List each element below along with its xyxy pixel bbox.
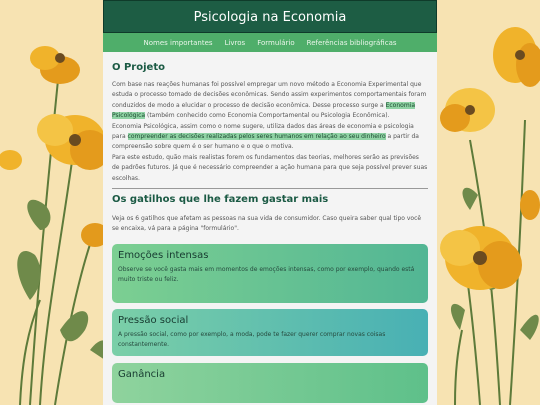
nav-item-formulario[interactable]: Formulário — [257, 38, 295, 47]
highlight-economia-psicologica: Economia Psicológica — [112, 101, 416, 120]
nav-item-nomes-importantes[interactable]: Nomes importantes — [143, 38, 213, 47]
card-text: Observe se você gasta mais em momentos de emoções intensas, como por exemplo, quando está muito triste ou feliz. — [118, 265, 415, 284]
text: Com base nas reações humanas foi possível empregar um novo método a Economia Experimental que estuda o processo tomado de decisões econômicas. Sendo assim experimentos comportamentais foram conduzidos de modo a elucidar o processo de decisão econômica. Desse processo surge a — [112, 81, 427, 109]
trigger-card-pressao-social — [112, 309, 428, 356]
page-container — [103, 0, 437, 405]
site-header — [103, 0, 437, 33]
triggers-intro: Veja os 6 gatilhos que afetam as pessoas na sua vida de consumidor. Caso queira saber qual tipo você se encaixa, vá para a página "formulário". — [112, 215, 422, 233]
card-text: A pressão social, como por exemplo, a moda, pode te fazer querer comprar novas coisas constantemente. — [118, 330, 386, 349]
section-title-projeto: O Projeto — [112, 62, 165, 73]
text: (também conhecido como Economia Comportamental ou Psicologia Econômica). — [145, 112, 390, 120]
project-paragraph-1 — [112, 80, 428, 122]
main-content — [103, 52, 437, 403]
section-divider — [112, 188, 428, 189]
card-title: Ganância — [118, 368, 166, 380]
project-paragraph-2 — [112, 122, 428, 153]
card-title: Pressão social — [118, 314, 189, 326]
nav-item-livros[interactable]: Livros — [224, 38, 246, 47]
text: a partir da compreensão sobre quem é o ser humano e o que o motiva. — [112, 133, 419, 151]
trigger-card-emocoes — [112, 244, 428, 303]
main-nav — [103, 33, 437, 52]
project-paragraph-3: Para este estudo, quão mais realistas forem os fundamentos das teorias, melhores serão as previsões de padrões futuros. Já que é necessário compreender a ação humana para que seja possível prever suas escolhas. — [112, 153, 428, 182]
nav-item-referencias[interactable]: Referências bibliográficas — [306, 38, 397, 47]
text: Economia Psicológica, assim como o nome sugere, utiliza dados das áreas de economia e psicologia para — [112, 122, 414, 141]
site-title: Psicologia na Economia — [193, 10, 347, 25]
trigger-card-ganancia — [112, 363, 428, 403]
highlight-compreender: compreender as decisões realizadas pelos seres humanos em relação ao seu dinheiro — [127, 133, 386, 141]
section-title-gatilhos: Os gatilhos que lhe fazem gastar mais — [112, 194, 329, 206]
card-title: Emoções intensas — [118, 249, 209, 261]
